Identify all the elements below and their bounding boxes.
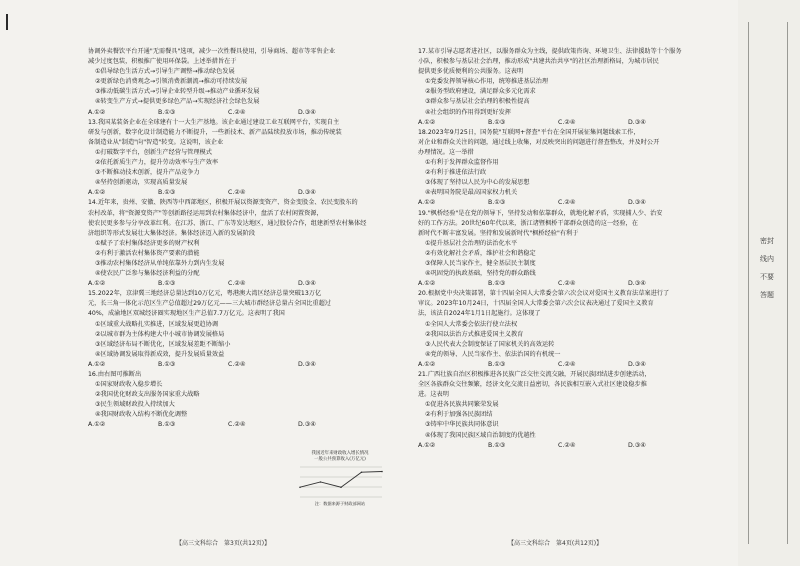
question-line: 研发与创新，数字化设计制造能力不断提升，一些新技术、新产品陆续投放市场，推动传统装 <box>88 128 342 136</box>
option-line: ④体现了我国民族区域自治制度的优越性 <box>425 431 536 439</box>
answer-option: B.①③ <box>158 421 176 429</box>
option-line: ④坚持创新驱动，实现高质量发展 <box>95 179 188 187</box>
binding-notice: 密封线内不要答题 <box>760 237 774 299</box>
option-line: ①全国人大常委会依法行使立法权 <box>425 320 518 328</box>
option-line: ④巩固党的执政基础，坚持党的群众路线 <box>425 270 536 278</box>
answer-option: D.③④ <box>628 199 646 207</box>
option-line: ①倡导绿色生活方式→引导生产调整→推动绿色发展 <box>95 68 235 76</box>
question-line: 备制造业从"制造"向"智造"转变。这说明，该企业 <box>88 138 224 146</box>
option-line: ①促进各民族共同繁荣发展 <box>425 401 499 409</box>
answer-option: A.①② <box>418 280 436 288</box>
question-line: 法，该法自2024年1月1日起施行。这体现了 <box>418 310 541 318</box>
answer-option: D.③④ <box>298 360 316 368</box>
answer-option: D.③④ <box>628 118 646 126</box>
right-footer: 【高三文科综合 第4页(共12页)】 <box>508 540 603 547</box>
answer-option: D.③④ <box>298 421 316 429</box>
answer-option: C.②④ <box>228 421 246 429</box>
answer-options <box>418 198 722 208</box>
question-line: 16.由右图可推断出 <box>88 371 142 378</box>
option-line: ④我国财政收入结构不断优化调整 <box>95 411 188 419</box>
right-page <box>418 47 722 451</box>
answer-option: B.①③ <box>488 199 506 207</box>
question-line: 40%，成渝地区双城经济圈实现地区生产总值7.7万亿元。这表明了我国 <box>88 310 285 318</box>
option-line: ③推动农村集体经济从单纯依靠外力到内生发展 <box>95 259 225 267</box>
answer-option: B.①③ <box>158 108 176 116</box>
option-line: ②服务型政府建设，满足群众多元化需求 <box>425 88 536 96</box>
option-line: ④社会组织的作用得到更好发挥 <box>425 108 511 116</box>
option-line: ①提升基层社会治理的法治化水平 <box>425 239 518 247</box>
left-footer: 【高三文科综合 第3页(共12页)】 <box>176 540 271 547</box>
question-line: 减少过度包装，积极推广使用环保袋。上述举措旨在于 <box>88 58 237 66</box>
question-line: 提供更多优质便利的公共服务。这表明 <box>418 68 524 76</box>
option-line: ①打破数字平台，创新生产经营与管理模式 <box>95 148 212 156</box>
answer-option: B.①③ <box>488 280 506 288</box>
question-line: 15.2022年，京津冀三地经济总量达到10万亿元，粤港澳大湾区经济总量突破13万亿 <box>88 290 322 298</box>
option-line: ②有利于激活农村集体资产要素的潜能 <box>95 249 200 257</box>
chart-point <box>299 486 301 488</box>
option-line: ④转变生产方式→提供更多绿色产品→实现经济社会绿色发展 <box>95 98 260 106</box>
answer-option: D.③④ <box>628 280 646 288</box>
option-line: ③群众参与基层社会治理的积极性提高 <box>425 98 530 106</box>
answer-option: A.①② <box>88 189 106 197</box>
answer-options <box>88 279 392 289</box>
registration-mark <box>6 14 8 30</box>
chart-plot <box>292 463 388 501</box>
option-line: ①赋予了农村集体经济更多的财产权利 <box>95 239 200 247</box>
answer-option: A.①② <box>418 199 436 207</box>
question-line: 17.某市引导志愿者进社区，以服务群众为主线，提供政策咨询、环境卫生、法律援助等十个服务 <box>418 48 682 55</box>
option-line: ③不断推动技术创新，提升产品竞争力 <box>95 169 200 177</box>
answer-option: C.②④ <box>558 199 576 207</box>
option-line: ②我国以法治方式推进爱国主义教育 <box>425 330 524 338</box>
question-line: 19."枫桥经验"是在党的领导下，坚持发动和依靠群众，就地化解矛盾，实现捕人少、治安 <box>418 209 663 217</box>
option-line: ③民生领域财政投入持续加大 <box>95 401 175 409</box>
question-line: 18.2023年9月25日，国务院"互联网+督查"平台在全国开展征集问题线索工作， <box>418 128 640 136</box>
question-line: 协调外卖餐饮平台开通"无需餐具"选项，减少一次性餐具使用，引导商场、超市等零售企业 <box>88 48 336 55</box>
option-line: ②我国优化财政支出服务国家重大战略 <box>95 391 200 399</box>
question-line: 审议。2023年10月24日，十四届全国人大常委会第六次会议表决通过了爱国主义教育 <box>418 300 654 308</box>
answer-option: B.①③ <box>158 280 176 288</box>
option-line: ③推动低碳生活方式→引导企业转型升级→推动产业循环发展 <box>95 88 260 96</box>
option-line: ②依托新质生产力，提升劳动效率与生产效率 <box>95 159 219 167</box>
answer-option: A.①② <box>88 421 106 429</box>
answer-option: B.①③ <box>488 118 506 126</box>
answer-option: A.①② <box>88 280 106 288</box>
question-line: 全区各族群众交往频繁，经济文化交流日益密切，各民族相互嵌入式社区建设稳步推 <box>418 381 647 389</box>
option-line: ④区域协调发展取得新成效，提升发展质量效益 <box>95 350 225 358</box>
answer-option: A.①② <box>88 360 106 368</box>
question-line: 20.根据党中央决策部署，第十四届全国人大常委会第六次会议对爱国主义教育法草案进行了 <box>418 290 670 298</box>
option-line: ①区域重大战略扎实推进，区域发展更趋协调 <box>95 320 219 328</box>
answer-options <box>418 441 722 451</box>
answer-options <box>88 360 392 370</box>
answer-option: B.①③ <box>158 189 176 197</box>
answer-option: C.②④ <box>558 118 576 126</box>
answer-option: C.②④ <box>558 441 576 449</box>
option-line: ②有效化解社会矛盾，维护社会和谐稳定 <box>425 249 536 257</box>
answer-option: A.①② <box>418 360 436 368</box>
answer-options <box>418 279 722 289</box>
answer-option: A.①② <box>418 441 436 449</box>
answer-options <box>88 108 392 118</box>
option-line: ①有利于发挥群众监督作用 <box>425 159 499 167</box>
answer-options <box>88 188 392 198</box>
chart-series-line <box>300 472 382 488</box>
option-line: ②有利于加强各民族团结 <box>425 411 493 419</box>
answer-option: D.③④ <box>298 189 316 197</box>
option-line: ②以城市群为主体构建大中小城市协调发展格局 <box>95 330 225 338</box>
answer-option: D.③④ <box>628 441 646 449</box>
question-line: 21.广西壮族自治区积极推进各民族广泛交往交流交融，开展民族团结进步创建活动， <box>418 371 651 378</box>
answer-option: B.①③ <box>488 441 506 449</box>
answer-options <box>88 420 392 430</box>
option-line: ③体现了坚持以人民为中心的发展思想 <box>425 179 530 187</box>
answer-options <box>418 118 722 128</box>
left-page <box>88 47 392 431</box>
question-line: 使农民更多参与分享改革红利。在江苏、浙江、广东等发达地区，通过股份合作，组建新型农村集体经 <box>88 219 367 227</box>
chart-subtitle: 一般公共预算收入(万亿元) <box>314 457 366 462</box>
question-line: 办理情况。这一举措 <box>418 148 474 156</box>
chart-title: 我国近年来财政收入增长情况 <box>311 451 369 456</box>
answer-option: B.①③ <box>488 360 506 368</box>
question-line: 好的工作方法。20世纪60年代以来，浙江诸暨枫桥干部群众创造的这一经验，在 <box>418 219 638 227</box>
answer-option: D.③④ <box>298 280 316 288</box>
question-line: 14.近年来，贵州、安徽、陕西等中西部地区，积极开展以资源变资产、资金变股金、农民变股东的 <box>88 199 358 207</box>
option-line: ③人民代表大会制度保证了国家机关的高效运转 <box>425 340 555 348</box>
option-line: ④表明国务院是最高国家权力机关 <box>425 189 518 197</box>
question-line: 小队，积极参与基层社会治理，推动形成"共建共治共享"的社区治理新格局，为城市居民 <box>418 58 659 66</box>
fiscal-chart <box>292 451 388 511</box>
option-line: ③区域经济布局不断优化，区域发展差距不断缩小 <box>95 340 231 348</box>
question-line: 对企业和群众关注的问题，通过线上收集，对反映突出的问题进行督查整改，并及时公开 <box>418 138 660 146</box>
answer-option: C.②④ <box>558 360 576 368</box>
option-line: ③保障人民当家作主，健全基层民主制度 <box>425 259 536 267</box>
option-line: ①国家财政收入稳步增长 <box>95 381 163 389</box>
answer-option: C.②④ <box>558 280 576 288</box>
chart-point <box>381 471 383 473</box>
answer-option: D.③④ <box>298 108 316 116</box>
answer-option: B.①③ <box>158 360 176 368</box>
option-line: ②有利于推进依法行政 <box>425 169 487 177</box>
binding-margin <box>738 0 800 566</box>
option-line: ④党的领导、人民当家作主、依法治国的有机统一 <box>425 350 561 358</box>
chart-point <box>320 481 322 483</box>
question-line: 农村改革，将"资源变资产"等创新路径运用到农村集体经济中，盘活了农村闲置资源， <box>88 209 323 217</box>
option-line: ④使农民广泛参与集体经济利益的分配 <box>95 270 200 278</box>
chart-point <box>340 486 342 488</box>
answer-option: A.①② <box>418 118 436 126</box>
option-line: ③铸牢中华民族共同体意识 <box>425 421 499 429</box>
question-line: 济组织等形式发展壮大集体经济。集体经济迈入新的发展阶段 <box>88 229 256 237</box>
answer-option: C.②④ <box>228 108 246 116</box>
answer-option: A.①② <box>88 108 106 116</box>
answer-option: C.②④ <box>228 360 246 368</box>
answer-options <box>418 360 722 370</box>
question-line: 新时代不断丰富发展。坚持和发展新时代"枫桥经验"有利于 <box>418 229 579 237</box>
question-line: 13.我国某装备企业在全球建有十一大生产基地。该企业通过建设工业互联网平台，实现自主 <box>88 118 340 126</box>
answer-option: D.③④ <box>628 360 646 368</box>
answer-option: C.②④ <box>228 189 246 197</box>
question-line: 进。这表明 <box>418 391 449 399</box>
option-line: ①党委发挥领导核心作用，统筹推进基层治理 <box>425 78 549 86</box>
answer-option: C.②④ <box>228 280 246 288</box>
option-line: ②更新绿色消费观念→引领消费新潮流→推动可持续发展 <box>95 78 248 86</box>
chart-note: 注：数据来源于财政部网站 <box>314 501 366 506</box>
chart-point <box>361 471 363 473</box>
question-line: 元，长三角一体化示范区生产总值超过29万亿元——三大城市群经济总量占全国比重超过 <box>88 300 331 308</box>
